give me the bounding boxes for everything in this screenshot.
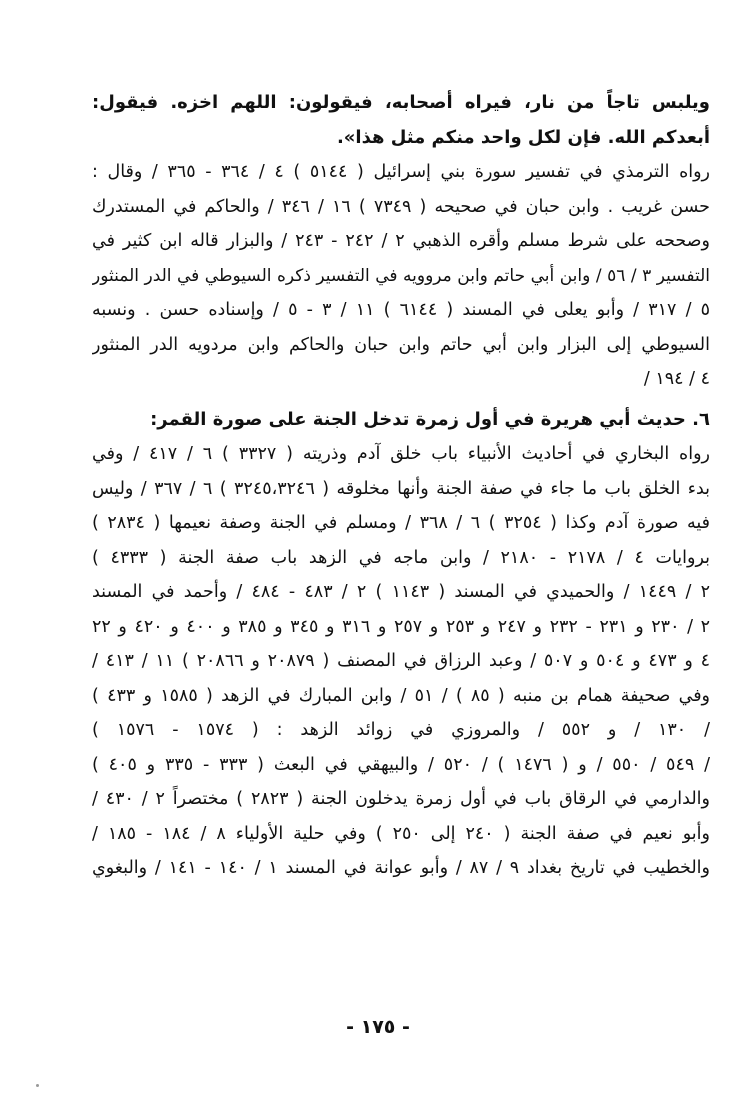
page-number: - ١٧٥ -: [346, 1016, 410, 1038]
scan-dot: [36, 1084, 39, 1087]
takhrij2-line-8: وفي صحيفة همام بن منبه ( ٨٥ ) / ٥١ / وابن المبارك في الزهد ( ١٥٨٥ و ٤٣٣ ): [92, 685, 710, 706]
takhrij2-line-11: والدارمي في الرقاق باب في أول زمرة يدخلون الجنة ( ٢٨٢٣ ) مختصراً ٢ / ٤٣٠ /: [92, 789, 710, 809]
takhrij2-line-3: فيه صورة آدم وكذا ( ٣٢٥٤ ) ٦ / ٣٦٨ / ومسلم في الجنة وصفة نعيمها ( ٢٨٣٤ ): [92, 513, 710, 533]
takhrij-line-1: رواه الترمذي في تفسير سورة بني إسرائيل ( ٥١٤٤ ) ٤ / ٣٦٤ - ٣٦٥ / وقال :: [92, 162, 710, 182]
takhrij-line-6: السيوطي إلى البزار وابن أبي حاتم وابن حبان والحاكم وابن مردويه الدر المنثور: [92, 334, 710, 355]
takhrij2-line-4: بروايات ٤ / ٢١٧٨ - ٢١٨٠ / وابن ماجه في الزهد باب صفة الجنة ( ٤٣٣٣ ): [92, 547, 710, 568]
takhrij2-line-6: ٢ / ٢٣٠ و ٢٣١ - ٢٣٢ و ٢٤٧ و ٢٥٣ و ٢٥٧ و ٣١٦ و ٣٤٥ و ٣٨٥ و ٤٠٠ و ٤٢٠ و ٢٢: [92, 616, 710, 637]
takhrij-line-3: وصححه على شرط مسلم وأقره الذهبي ٢ / ٢٤٢ - ٢٤٣ / والبزار قاله ابن كثير في: [92, 231, 710, 251]
takhrij-line-4: التفسير ٣ / ٥٦ / وابن أبي حاتم وابن مروويه في التفسير ذكره السيوطي في الدر المنثور: [92, 265, 710, 286]
takhrij2-line-1: رواه البخاري في أحاديث الأنبياء باب خلق آدم وذريته ( ٣٣٢٧ ) ٦ / ٤١٧ / وفي: [92, 444, 710, 464]
takhrij-line-2: حسن غريب . وابن حبان في صحيحه ( ٧٣٤٩ ) ١٦ / ٣٤٦ / والحاكم في المستدرك: [92, 196, 710, 217]
takhrij2-line-10: / ٥٤٩ / ٥٥٠ / و ( ١٤٧٦ ) / ٥٢٠ / والبيهقي في البعث ( ٣٣٣ - ٣٣٥ و ٤٠٥ ): [92, 754, 710, 775]
takhrij2-line-2: بدء الخلق باب ما جاء في صفة الجنة وأنها مخلوقه ( ٣٢٤٥،٣٢٤٦ ) ٦ / ٣٦٧ / وليس: [92, 478, 710, 499]
takhrij2-line-13: والخطيب في تاريخ بغداد ٩ / ٨٧ / وأبو عوانة في المسند ١ / ١٤٠ - ١٤١ / والبغوي: [92, 858, 710, 878]
hadith-text-line-1: ويلبس تاجاً من نار، فيراه أصحابه، فيقولون: اللهم اخزه. فيقول:: [92, 92, 710, 113]
hadith-text-line-2: أبعدكم الله. فإن لكل واحد منكم مثل هذا».: [336, 126, 710, 148]
takhrij-line-7: ٤ / ١٩٤ /: [643, 369, 710, 389]
page-body: [92, 86, 710, 886]
takhrij2-line-5: ٢ / ١٤٤٩ / والحميدي في المسند ( ١١٤٣ ) ٢ / ٤٨٣ - ٤٨٤ / وأحمد في المسند: [92, 582, 710, 602]
takhrij2-line-12: وأبو نعيم في صفة الجنة ( ٢٤٠ إلى ٢٥٠ ) وفي حلية الأولياء ٨ / ١٨٤ - ١٨٥ /: [92, 823, 710, 844]
takhrij2-line-7: ٤ و ٤٧٣ و ٥٠٤ و ٥٠٧ / وعبد الرزاق في المصنف ( ٢٠٨٧٩ و ٢٠٨٦٦ ) ١١ / ٤١٣ /: [92, 651, 710, 671]
section-heading: ٦. حديث أبي هريرة في أول زمرة تدخل الجنة على صورة القمر:: [150, 408, 710, 430]
takhrij-line-5: ٥ / ٣١٧ / وأبو يعلى في المسند ( ٦١٤٤ ) ١١ / ٣ - ٥ / وإسناده حسن . ونسبه: [92, 300, 710, 320]
takhrij2-line-9: / ١٣٠ / و ٥٥٢ / والمروزي في زوائد الزهد : ( ١٥٧٤ - ١٥٧٦ ): [92, 720, 710, 740]
